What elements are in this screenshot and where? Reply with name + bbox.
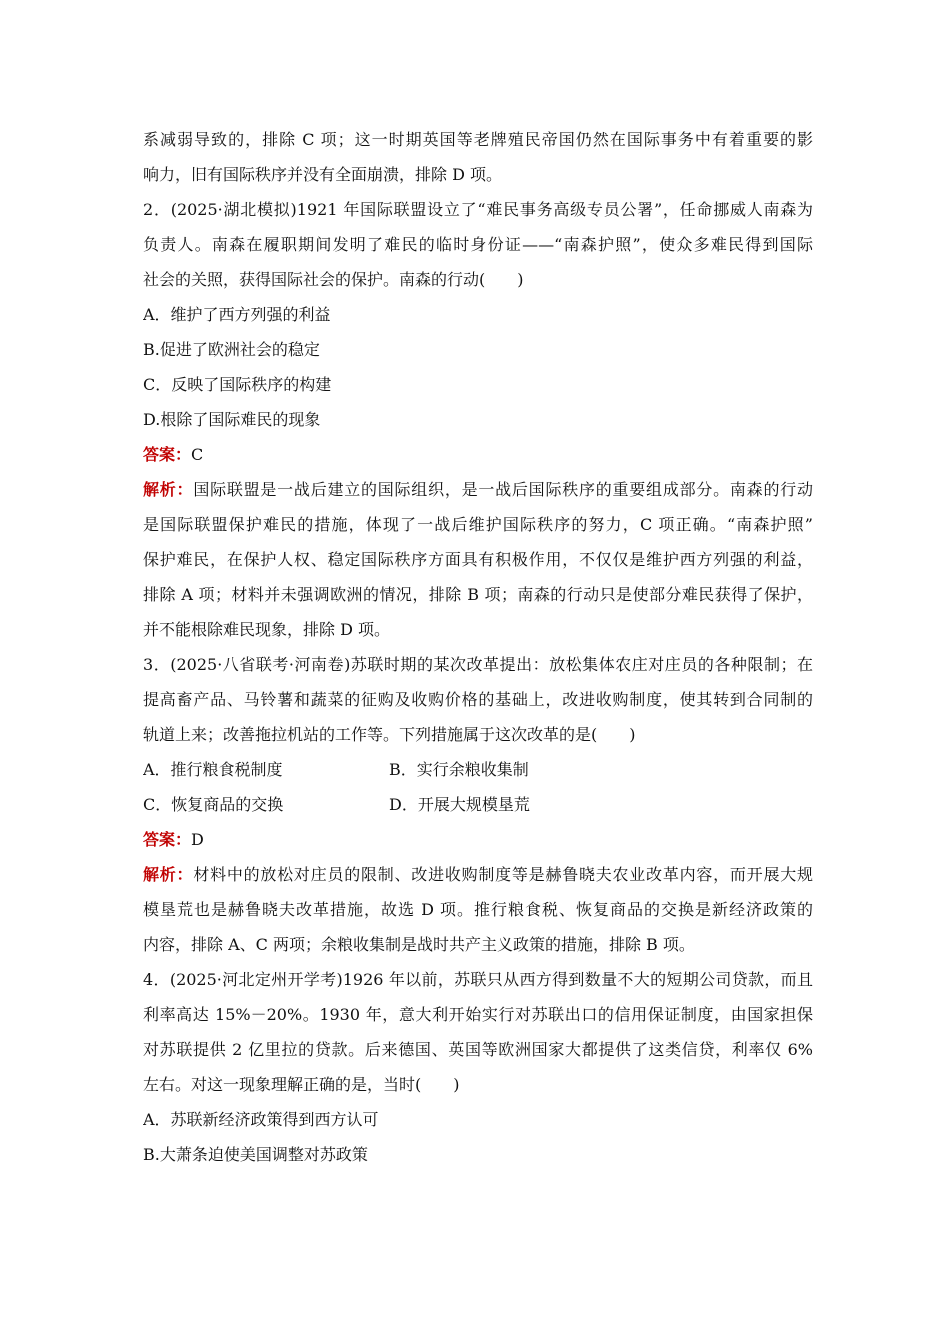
q2-analysis-line: 并不能根除难民现象，排除 D 项。 <box>143 620 391 639</box>
q4-stem-line: 利率高达 15%－20%。1930 年，意大利开始实行对苏联出口的信用保证制度，由国家担保 <box>143 1005 813 1024</box>
q3-stem-line: 3．(2025·八省联考·河南卷)苏联时期的某次改革提出：放松集体农庄对庄员的各种限制；在 <box>143 655 813 674</box>
q2-option-b: B.促进了欧洲社会的稳定 <box>143 340 320 359</box>
q3-options-row <box>143 787 813 822</box>
q3-option-b: B．实行余粮收集制 <box>389 760 529 779</box>
q4-option-b: B.大萧条迫使美国调整对苏政策 <box>143 1145 368 1164</box>
document-content <box>143 122 813 1172</box>
q2-analysis-line: 排除 A 项；材料并未强调欧洲的情况，排除 B 项；南森的行动只是使部分难民获得了保护， <box>143 585 813 604</box>
q4-stem-line: 4．(2025·河北定州开学考)1926 年以前，苏联只从西方得到数量不大的短期公司贷款，而且 <box>143 970 813 989</box>
answer-value: D <box>191 830 204 849</box>
intro-line: 系减弱导致的，排除 C 项；这一时期英国等老牌殖民帝国仍然在国际事务中有着重要的影 <box>143 130 813 149</box>
q3-option-a: A．推行粮食税制度 <box>143 760 283 779</box>
intro-line: 响力，旧有国际秩序并没有全面崩溃，排除 D 项。 <box>143 165 503 184</box>
answer-label: 答案： <box>143 830 192 849</box>
q3-stem-line: 轨道上来；改善拖拉机站的工作等。下列措施属于这次改革的是( ) <box>143 725 636 744</box>
q4-stem-line: 左右。对这一现象理解正确的是，当时( ) <box>143 1075 460 1094</box>
answer-value: C <box>191 445 204 464</box>
q3-analysis-line: 模垦荒也是赫鲁晓夫改革措施，故选 D 项。推行粮食税、恢复商品的交换是新经济政策的 <box>143 900 813 919</box>
q3-analysis-line: 内容，排除 A、C 两项；余粮收集制是战时共产主义政策的措施，排除 B 项。 <box>143 935 695 954</box>
q4-stem-line: 对苏联提供 2 亿里拉的贷款。后来德国、英国等欧洲国家大都提供了这类信贷，利率仅 6% <box>143 1040 813 1059</box>
analysis-text: 材料中的放松对庄员的限制、改进收购制度等是赫鲁晓夫农业改革内容，而开展大规 <box>193 865 813 884</box>
q3-option-c: C．恢复商品的交换 <box>143 795 284 814</box>
q2-analysis-line: 保护难民，在保护人权、稳定国际秩序方面具有积极作用，不仅仅是维护西方列强的利益， <box>143 550 813 569</box>
q2-option-a: A．维护了西方列强的利益 <box>143 305 331 324</box>
analysis-label: 解析： <box>143 480 194 499</box>
q2-stem-line: 社会的关照，获得国际社会的保护。南森的行动( ) <box>143 270 524 289</box>
q2-option-d: D.根除了国际难民的现象 <box>143 410 321 429</box>
answer-label: 答案： <box>143 445 192 464</box>
q2-option-c: C．反映了国际秩序的构建 <box>143 375 332 394</box>
q3-stem-line: 提高畜产品、马铃薯和蔬菜的征购及收购价格的基础上，改进收购制度，使其转到合同制的 <box>143 690 813 709</box>
q3-options-row <box>143 752 813 787</box>
q2-stem-line: 负责人。南森在履职期间发明了难民的临时身份证——“南森护照”，使众多难民得到国际 <box>143 235 813 254</box>
q2-analysis-line: 是国际联盟保护难民的措施，体现了一战后维护国际秩序的努力，C 项正确。“南森护照” <box>143 515 813 534</box>
q4-option-a: A．苏联新经济政策得到西方认可 <box>143 1110 379 1129</box>
q3-analysis-line <box>143 857 813 892</box>
q2-answer <box>143 437 813 472</box>
q3-answer <box>143 822 813 857</box>
analysis-text: 国际联盟是一战后建立的国际组织，是一战后国际秩序的重要组成部分。南森的行动 <box>193 480 813 499</box>
q2-analysis-line <box>143 472 813 507</box>
analysis-label: 解析： <box>143 865 194 884</box>
q3-option-d: D．开展大规模垦荒 <box>389 795 530 814</box>
q2-stem-line: 2．(2025·湖北模拟)1921 年国际联盟设立了“难民事务高级专员公署”，任命挪威人南森为 <box>143 200 813 219</box>
